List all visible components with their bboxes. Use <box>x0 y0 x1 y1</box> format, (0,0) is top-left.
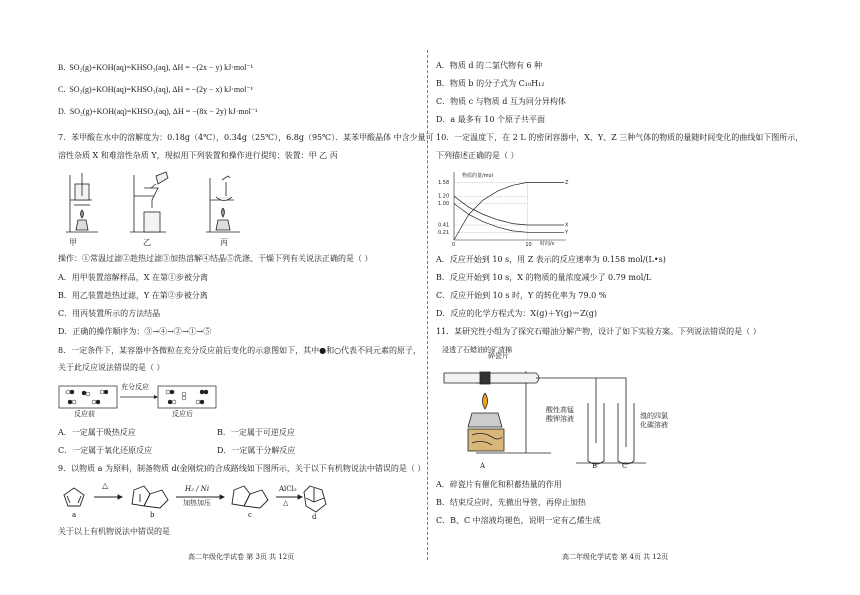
q11-text-a: 浸透了石蜡油的矿渣棉 <box>442 346 512 354</box>
q7-option-b: B．用乙装置趁热过滤，Y 在第②步被分离 <box>58 291 208 300</box>
q9-stem-2: 关于以上有机物说法中错误的是 <box>58 527 170 536</box>
y-tick-label: 0.21 <box>438 229 450 236</box>
q11-option-c: C．B、C 中溶液均褪色，说明一定有乙烯生成 <box>436 516 601 525</box>
y-axis-title: 物质的量/mol <box>462 173 494 179</box>
q8-option-d: D．一定属于分解反应 <box>217 446 296 455</box>
q10-chart <box>436 168 571 246</box>
q7-stem-2: 溶性杂质 X 和难溶性杂质 Y，现拟用下列装置和操作进行提纯：装置：甲 乙 丙 <box>58 151 338 160</box>
q7-apparatus-figure <box>58 170 268 240</box>
q11-text-c: 酸性高锰酸钾溶液 <box>546 406 574 423</box>
q6-option-b: B. SO₂(g)+KOH(aq)=KHSO₃(aq), ΔH = −(2x − y) kJ·mol⁻¹ <box>58 63 253 72</box>
y-tick-label: 1.20 <box>438 193 450 200</box>
q6-option-c: C. SO₂(g)+KOH(aq)=KHSO₃(aq), ΔH = −(2y − x) kJ·mol⁻¹ <box>58 85 253 94</box>
q11-stem: 11．某研究性小组为了探究石蜡油分解产物，设计了如下实验方案。下列说法错误的是（ ） <box>436 327 761 336</box>
q10-chart-svg <box>436 168 571 246</box>
q7-fig-label-c: 丙 <box>220 238 228 247</box>
q7-fig-label-a: 甲 <box>69 238 77 247</box>
series-label-Z: Z <box>565 179 569 186</box>
q11-text-b: 碎瓷片 <box>488 352 509 360</box>
x-tick-label: 10 <box>525 242 532 246</box>
q8-after-label: 反应后 <box>172 410 193 418</box>
y-tick-label: 1.58 <box>438 179 450 186</box>
q9-option-a: A．物质 d 的二氯代物有 6 种 <box>436 61 543 70</box>
q11-option-b: B．结束反应时，先撤出导管，再停止加热 <box>436 498 586 507</box>
q10-stem-1: 10．一定温度下，在 2 L 的密闭容器中，X、Y、Z 三种气体的物质的量随时间变化的曲线如下图所示， <box>436 133 804 142</box>
q9-arrow3-bottom: △ <box>283 499 289 507</box>
q9-arrow3-top: AlCl₃ <box>279 485 297 493</box>
q7-fig-label-b: 乙 <box>143 238 151 247</box>
q9-stem-1: 9．以物质 a 为原料，制备物质 d(金刚烷)的合成路线如下图所示，关于以下有机物说法中错误的是（ ） <box>58 464 426 473</box>
q9-label-d: d <box>312 513 317 521</box>
x-axis-title: 时间/s <box>540 241 555 246</box>
y-tick-label: 1.00 <box>438 201 450 208</box>
q10-option-b: B．反应开始到 10 s，X 的物质的量浓度减少了 0.79 mol/L <box>436 273 652 282</box>
q8-option-a: A．一定属于吸热反应 <box>58 428 136 437</box>
footer-left: 高二年级化学试卷 第 3页 共 12页 <box>188 553 295 561</box>
q11-label-b: B <box>592 462 598 470</box>
q7-option-a: A．用甲装置溶解样品，X 在第①步被分离 <box>58 273 209 282</box>
q9-label-b: b <box>150 511 155 519</box>
q10-stem-2: 下列描述正确的是（ ） <box>436 151 519 160</box>
q7-stem-3: 操作：①常温过滤②趁热过滤③加热溶解④结晶⑤洗涤、干燥下列有关说法正确的是（ ） <box>58 254 373 263</box>
q9-option-c: C．物质 c 与物质 d 互为同分异构体 <box>436 97 566 106</box>
q7-option-d: D．正确的操作顺序为：③→④→②→①→⑤ <box>58 327 212 336</box>
q9-label-c: c <box>248 511 252 519</box>
q11-label-c: C <box>622 462 628 470</box>
q11-label-a: A <box>480 462 486 470</box>
q8-stem-2: 关于此反应说法错误的是（ ） <box>58 363 165 372</box>
q6-option-d: D. SO₂(g)+KOH(aq)=KHSO₃(aq), ΔH = −(8x − 2y) kJ·mol⁻¹ <box>58 107 258 116</box>
q8-option-b: B．一定属于可逆反应 <box>217 428 295 437</box>
q11-option-a: A．碎瓷片有催化和积蓄热量的作用 <box>436 480 562 489</box>
right-page <box>428 0 860 595</box>
q9-arrow1-label: △ <box>102 481 109 490</box>
q9-arrow2-top: H₂ / Ni <box>185 485 210 493</box>
q8-stem-1: 8．一定条件下，某容器中各微粒在充分反应前后变化的示意图如下，其中●和○代表不同元素的原子， <box>58 346 422 355</box>
series-label-Y: Y <box>565 229 569 236</box>
footer-right: 高二年级化学试卷 第 4页 共 12页 <box>562 553 669 561</box>
q9-label-a: a <box>72 511 77 519</box>
series-label-X: X <box>565 222 569 229</box>
q10-option-d: D．反应的化学方程式为：X(g)＋Y(g)＝Z(g) <box>436 309 598 318</box>
q7-option-c: C．用丙装置所示的方法结晶 <box>58 309 161 318</box>
q9-option-b: B．物质 b 的分子式为 C₁₀H₁₂ <box>436 79 545 88</box>
q7-stem-1: 7．苯甲酸在水中的溶解度为：0.18g（4℃），0.34g（25℃），6.8g（95℃）．某苯甲酸晶体 中含少量可 <box>58 133 434 142</box>
q11-text-d: 溴的四氯化碳溶液 <box>640 412 668 429</box>
x-tick-label: 0 <box>452 242 456 246</box>
q9-option-d: D．a 最多有 10 个原子共平面 <box>436 115 545 124</box>
q9-arrow2-bottom: 加热加压 <box>183 499 211 507</box>
q10-option-c: C．反应开始到 10 s 时，Y 的转化率为 79.0 % <box>436 291 607 300</box>
q8-arrow-label: 充分反应 <box>121 383 149 391</box>
q8-before-label: 反应前 <box>74 410 95 418</box>
series-line-Z <box>454 182 564 240</box>
series-line-X <box>454 196 564 225</box>
q10-option-a: A．反应开始到 10 s，用 Z 表示的反应速率为 0.158 mol/(L•s) <box>436 255 666 264</box>
y-tick-label: 0.41 <box>438 222 450 229</box>
q8-option-c: C．一定属于氧化还原反应 <box>58 446 153 455</box>
